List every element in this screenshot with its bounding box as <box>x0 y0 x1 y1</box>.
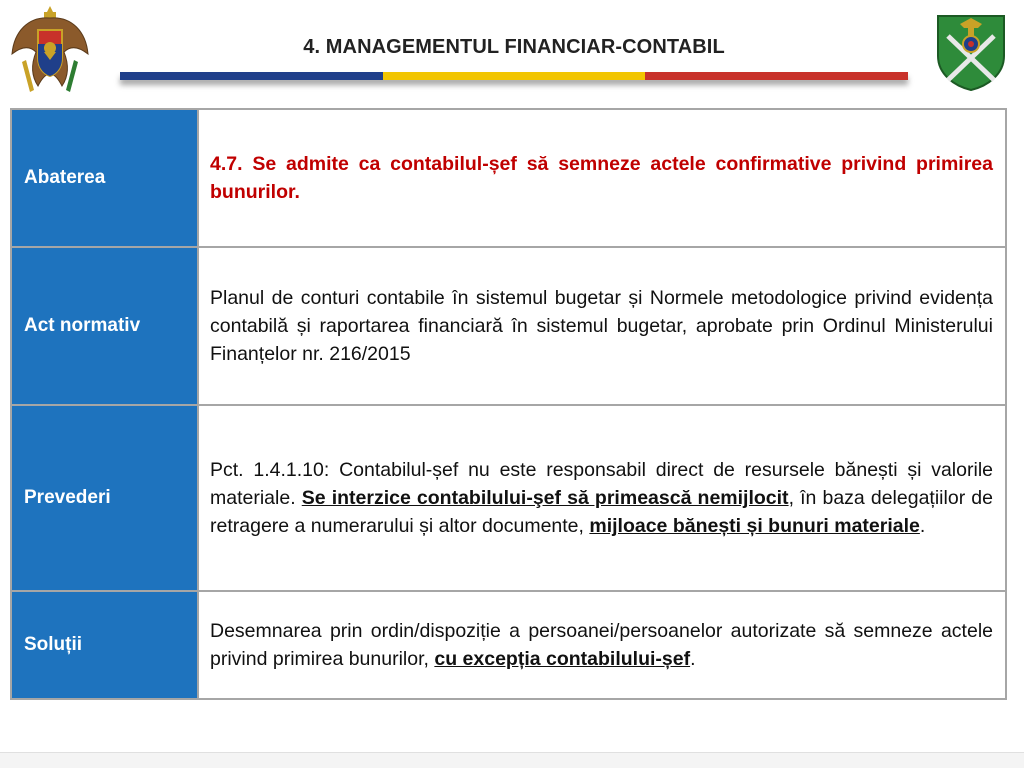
table-row-abaterea <box>11 109 1006 247</box>
table-row-prevederi <box>11 405 1006 591</box>
row-label-act-normativ: Act normativ <box>11 247 198 405</box>
row-text-act-normativ: Planul de conturi contabile în sistemul bugetar și Normele metodologice privind evidența contabilă și raportarea financiară în sistemul bugetar, aprobate prin Ordinul Ministerului Finanțelor nr. 216/2015 <box>198 247 1006 405</box>
row-text-solutii <box>198 591 1006 699</box>
provision-emphasis-1: Se interzice contabilului-şef să primească nemijlocit <box>301 487 789 509</box>
deviation-text: 4.7. Se admite ca contabilul-șef să semneze actele confirmative privind primirea bunurilor. <box>210 153 993 203</box>
content-table <box>10 108 1007 700</box>
flag-stripe-red <box>645 72 908 80</box>
row-label-solutii: Soluții <box>11 591 198 699</box>
row-text-prevederi <box>198 405 1006 591</box>
eagle-emblem-icon <box>8 2 92 98</box>
page-title: 4. MANAGEMENTUL FINANCIAR-CONTABIL <box>303 36 725 58</box>
solution-text-part-2: . <box>690 648 696 670</box>
provision-text-part-2: , în baza delegațiilor de retragere a numerarului și altor documente, <box>210 487 993 537</box>
tricolor-bar <box>120 72 908 80</box>
shield-icon <box>934 12 1008 92</box>
row-label-abaterea: Abaterea <box>11 109 198 247</box>
provision-emphasis-2: mijloace bănești și bunuri materiale <box>589 515 920 537</box>
row-label-prevederi: Prevederi <box>11 405 198 591</box>
flag-stripe-blue <box>120 72 383 80</box>
moldova-coat-of-arms-logo <box>8 2 92 98</box>
provision-text-part-3: . <box>919 515 926 537</box>
solution-text-part-1: Desemnarea prin ordin/dispoziție a persoanei/persoanelor autorizate să semneze actele privind primirea bunurilor, <box>210 620 993 670</box>
table-row-act-normativ <box>11 247 1006 405</box>
row-text-abaterea <box>198 109 1006 247</box>
bottom-strip <box>0 752 1024 768</box>
provision-text-part-1: Pct. 1.4.1.10: Contabilul-șef nu este responsabil direct de resursele bănești și valorile materiale. <box>210 459 993 509</box>
ministry-emblem-logo <box>934 12 1008 92</box>
flag-stripe-yellow <box>383 72 646 80</box>
solution-emphasis: cu excepția contabilului-șef <box>434 648 691 670</box>
table-row-solutii <box>11 591 1006 699</box>
